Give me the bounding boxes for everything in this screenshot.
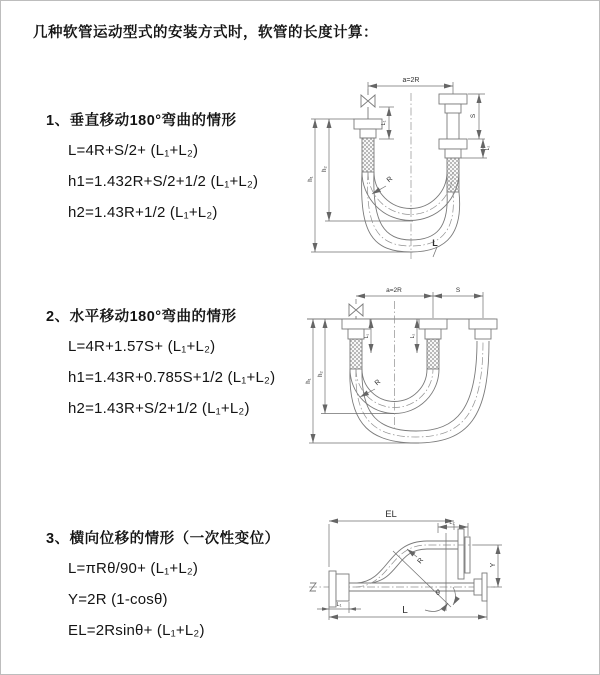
- radius-callout: [360, 379, 382, 397]
- formula-line: h1=1.43R+0.785S+1/2 (L₁+L₂): [68, 369, 276, 386]
- dim-label-length: L: [432, 238, 438, 248]
- dim-label-h2: h₂: [318, 371, 324, 377]
- radius-callout: [372, 176, 394, 194]
- valve-icon: [349, 304, 363, 319]
- section-1-heading: 1、垂直移动180°弯曲的情形: [46, 113, 237, 129]
- left-fitting: [354, 119, 382, 172]
- section-3-heading: 3、横向位移的情形（一次性变位）: [46, 531, 280, 547]
- right-fitting-moved-position: [469, 319, 497, 339]
- left-fitting: [342, 319, 370, 369]
- dim-label-l2: L₂: [449, 520, 455, 526]
- dim-label-s: S: [455, 287, 461, 294]
- dimension-stroke-s: [468, 94, 485, 139]
- right-fitting: [474, 573, 487, 601]
- dim-label-l1: L₁: [336, 602, 342, 608]
- dim-label-r: R: [373, 378, 383, 388]
- dim-label-l1: L₁: [381, 120, 387, 126]
- dimension-a2r: [368, 77, 453, 94]
- dim-label-r: R: [385, 175, 395, 185]
- dimension-h1-h2: [308, 119, 413, 252]
- dim-label-l2: L₂: [485, 145, 491, 151]
- section-lateral-displacement: [46, 527, 280, 651]
- formula-line: h1=1.432R+S/2+1/2 (L₁+L₂): [68, 173, 259, 190]
- middle-fitting: [419, 319, 447, 369]
- hose-u-curves: [350, 341, 489, 443]
- formula-line: L=4R+S/2+ (L₁+L₂): [68, 142, 199, 159]
- diagram-lateral-displacement: [301, 503, 600, 661]
- dimension-l1: [379, 107, 394, 139]
- length-callout: [432, 238, 438, 257]
- dim-label-l1: L₁: [364, 333, 370, 339]
- formula-line: h2=1.43R+S/2+1/2 (L₁+L₂): [68, 400, 250, 417]
- diagram-horizontal-180-bend: [299, 281, 599, 453]
- dim-label-a2r: a=2R: [402, 77, 420, 84]
- dim-label-h1: h₁: [306, 378, 312, 384]
- page-title: 几种软管运动型式的安装方式时，软管的长度计算：: [33, 25, 378, 41]
- dim-label-l2: L₂: [410, 333, 416, 339]
- radius-callout: [407, 549, 425, 565]
- section-vertical-movement: [46, 109, 258, 233]
- dimension-l: [329, 601, 487, 620]
- diagram-vertical-180-bend: [301, 69, 591, 259]
- dim-label-h1: h₁: [308, 176, 314, 182]
- section-2-heading: 2、水平移动180°弯曲的情形: [46, 309, 237, 325]
- hose-s-curve: [356, 541, 473, 587]
- dim-label-a2r: a=2R: [386, 287, 402, 294]
- formula-line: L=4R+1.57S+ (L₁+L₂): [68, 338, 216, 355]
- dim-label-length: L: [402, 605, 408, 616]
- dimension-l2: [410, 319, 417, 353]
- dim-label-s: S: [470, 113, 477, 119]
- dim-label-theta: θ: [436, 590, 440, 597]
- formula-line: L=πRθ/90+ (L₁+L₂): [68, 560, 199, 577]
- dim-label-y: Y: [490, 562, 497, 568]
- formula-line: h2=1.43R+1/2 (L₁+L₂): [68, 204, 218, 221]
- hose-u-curves: [362, 172, 460, 252]
- dim-label-el: EL: [385, 509, 397, 520]
- angle-construction: [393, 533, 456, 611]
- dim-label-h2: h₂: [322, 166, 328, 172]
- valve-icon: [361, 89, 375, 119]
- formula-line: EL=2Rsinθ+ (L₁+L₂): [68, 622, 205, 639]
- dimension-l1: [317, 602, 361, 613]
- formula-line: Y=2R (1-cosθ): [68, 591, 168, 608]
- dim-label-r: R: [416, 556, 426, 566]
- section-horizontal-movement: [46, 305, 275, 429]
- dimension-a2r-and-s: [356, 287, 483, 318]
- upper-flange: [458, 529, 470, 579]
